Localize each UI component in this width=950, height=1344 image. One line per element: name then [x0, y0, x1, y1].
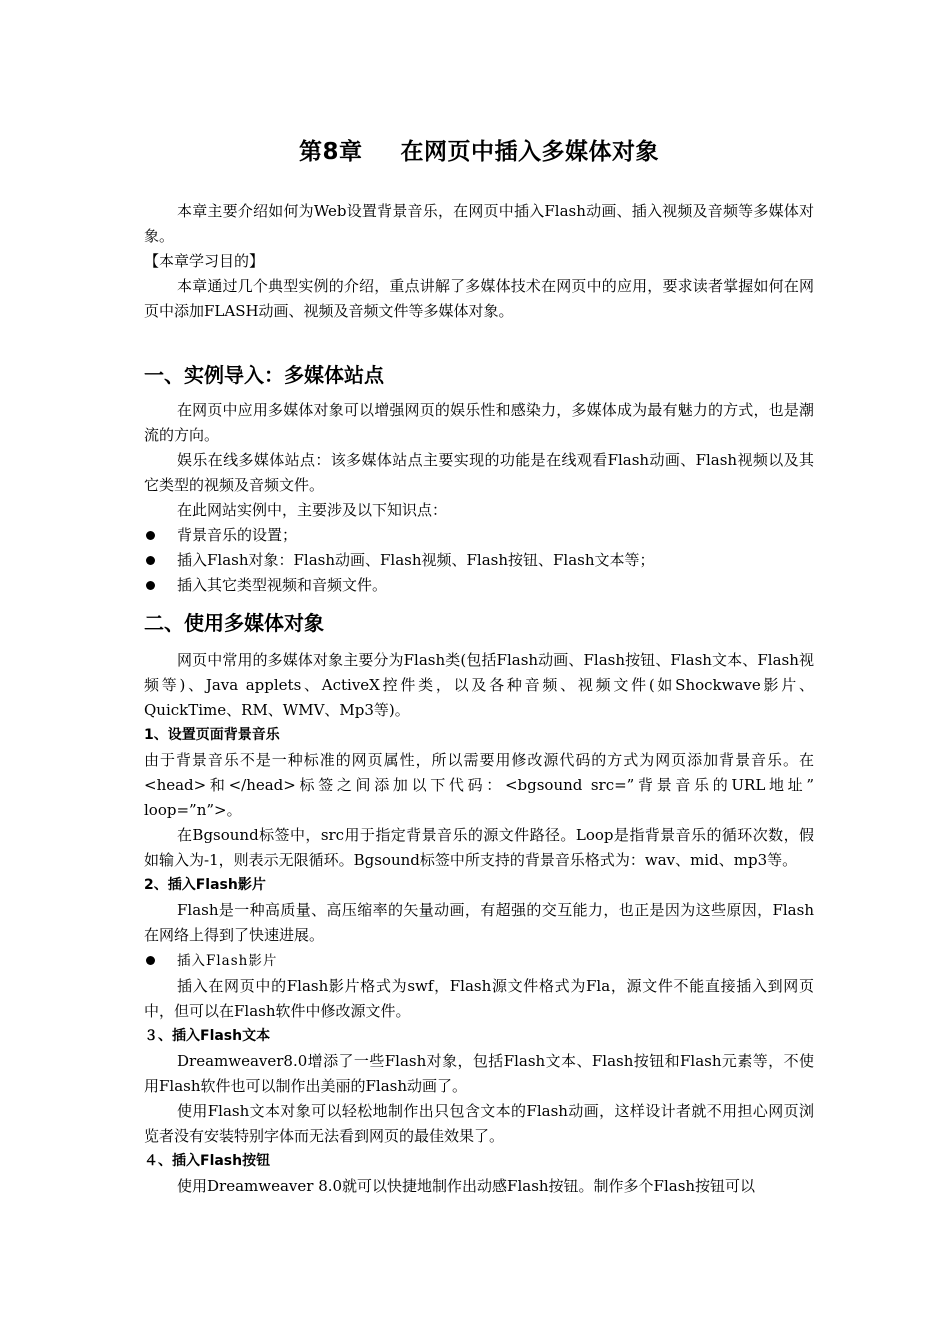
- subsection-1-heading: 1、设置页面背景音乐: [144, 727, 280, 743]
- list-item: 背景音乐的设置；: [144, 523, 814, 548]
- bullet-icon: [146, 956, 155, 965]
- subsection-3-paragraph-1: Dreamweaver8.0增添了一些Flash对象，包括Flash文本、Flash按钮和Flash元素等，不使用Flash软件也可以制作出美丽的Flash动画了。: [144, 1052, 814, 1095]
- subsection-2-heading: 2、插入Flash影片: [144, 877, 266, 893]
- subsection-4-heading: ４、插入Flash按钮: [144, 1153, 271, 1169]
- subsection-1-paragraph-1: 由于背景音乐不是一种标准的网页属性，所以需要用修改源代码的方式为网页添加背景音乐。在<head>和</head>标签之间添加以下代码：<bgsound src=”背景音乐的URL地址” loop=”n”>。: [144, 751, 814, 819]
- bullet-icon: [146, 531, 155, 540]
- subsection-2-paragraph-2: 插入在网页中的Flash影片格式为swf，Flash源文件格式为Fla，源文件不能直接插入到网页中，但可以在Flash软件中修改源文件。: [144, 977, 814, 1020]
- chapter-title: [144, 133, 814, 171]
- subsection-3-heading: ３、插入Flash文本: [144, 1028, 271, 1044]
- section-1-paragraph-1: 在网页中应用多媒体对象可以增强网页的娱乐性和感染力，多媒体成为最有魅力的方式，也是潮流的方向。: [144, 401, 814, 444]
- bullet-icon: [146, 581, 155, 590]
- intro-paragraph: 本章主要介绍如何为Web设置背景音乐，在网页中插入Flash动画、插入视频及音频等多媒体对象。: [144, 202, 814, 245]
- section-1-paragraph-3: 在此网站实例中，主要涉及以下知识点：: [177, 501, 448, 519]
- section-1: [144, 358, 814, 392]
- learning-goal-label: 【本章学习目的】: [144, 252, 265, 270]
- list-item: 插入Flash对象：Flash动画、Flash视频、Flash按钮、Flash文本等；: [144, 548, 814, 573]
- section-1-heading: 一、实例导入：多媒体站点: [144, 363, 384, 387]
- chapter-name: 在网页中插入多媒体对象: [400, 139, 659, 165]
- section-2-heading: 二、使用多媒体对象: [144, 611, 324, 635]
- subsection-4-paragraph-1: 使用Dreamweaver 8.0就可以快捷地制作出动感Flash按钮。制作多个Flash按钮可以: [177, 1177, 756, 1195]
- section-1-body: [144, 398, 814, 598]
- subsection-2-paragraph-1: Flash是一种高质量、高压缩率的矢量动画，有超强的交互能力，也正是因为这些原因，Flash在网络上得到了快速进展。: [144, 901, 814, 944]
- section-2-paragraph-1: 网页中常用的多媒体对象主要分为Flash类(包括Flash动画、Flash按钮、Flash文本、Flash视频等)、Java applets、ActiveX控件类，以及各种音频、视频文件(如Shockwave影片、QuickTime、RM、WMV、Mp3等)。: [144, 651, 814, 719]
- bullet-icon: [146, 556, 155, 565]
- list-item: 插入Flash影片: [144, 948, 814, 974]
- list-item: 插入其它类型视频和音频文件。: [144, 573, 814, 598]
- section-1-paragraph-2: 娱乐在线多媒体站点：该多媒体站点主要实现的功能是在线观看Flash动画、Flash视频以及其它类型的视频及音频文件。: [144, 451, 814, 494]
- section-2-body: [144, 648, 814, 1199]
- intro-goal-paragraph: 本章通过几个典型实例的介绍，重点讲解了多媒体技术在网页中的应用，要求读者掌握如何在网页中添加FLASH动画、视频及音频文件等多媒体对象。: [144, 277, 814, 320]
- section-2: [144, 606, 814, 640]
- chapter-number: 第8章: [298, 139, 363, 165]
- subsection-3-paragraph-2: 使用Flash文本对象可以轻松地制作出只包含文本的Flash动画，这样设计者就不用担心网页浏览者没有安装特别字体而无法看到网页的最佳效果了。: [144, 1102, 814, 1145]
- subsection-1-paragraph-2: 在Bgsound标签中，src用于指定背景音乐的源文件路径。Loop是指背景音乐的循环次数，假如输入为-1，则表示无限循环。Bgsound标签中所支持的背景音乐格式为：wav、mid、mp3等。: [144, 826, 814, 869]
- chapter-intro: [144, 199, 814, 324]
